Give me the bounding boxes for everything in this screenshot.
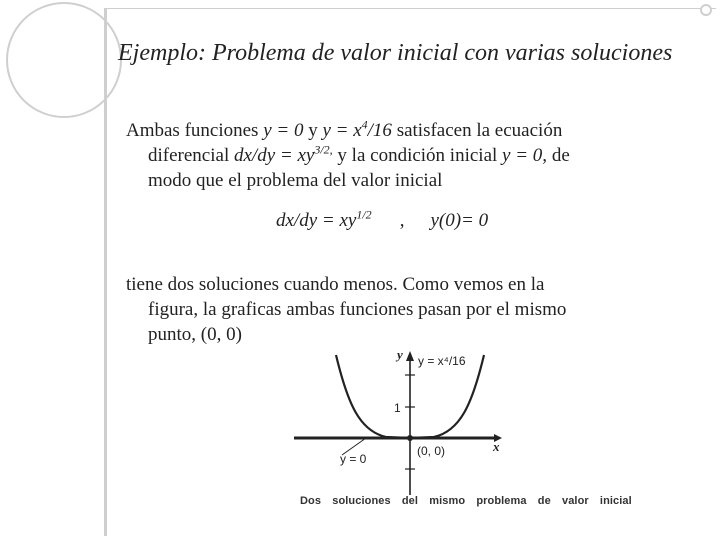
decorative-top-border [104, 8, 716, 9]
paragraph-conclusion [126, 272, 706, 347]
indented-line: punto, (0, 0) [148, 324, 242, 345]
y-axis-label: y [397, 347, 403, 362]
initial-value-problem-equation [276, 207, 489, 232]
equation-rhs: y(0)= 0 [430, 210, 489, 231]
text-run: Ambas funciones [126, 120, 264, 141]
curve-label: y = x⁴/16 [418, 354, 466, 368]
indented-line: figura, la graficas ambas funciones pasan por el mismo [148, 299, 567, 320]
y-axis-arrow [406, 351, 414, 361]
formula-initial-condition: y = 0, [502, 145, 548, 166]
origin-label: (0, 0) [417, 444, 446, 458]
formula-y-x4: $y = x^4/16$ [322, 117, 392, 141]
decorative-corner-dot [700, 4, 712, 16]
figure-caption: Dos soluciones del mismo problema de valor inicial [300, 495, 632, 507]
text-run: satisfacen la ecuación [391, 120, 563, 141]
solutions-graph [290, 345, 630, 520]
tick-label-one: 1 [394, 401, 401, 415]
origin-point [407, 435, 413, 441]
text-line: tiene dos soluciones cuando menos. Como vemos en la [126, 274, 545, 295]
text-run: y [303, 120, 323, 141]
formula-diff-eq: $dx/dy = xy^{3/2,}$ [233, 142, 333, 166]
equation-lhs: $dx/dy = xy^{1/2}$ [276, 207, 372, 231]
paragraph-intro [126, 118, 706, 193]
line-label-y-zero: y = 0 [340, 452, 367, 466]
equation-separator: , [399, 210, 405, 231]
indented-line: diferencial $dx/dy = xy^{3/2,}$ y la condición inicial y = 0, de [148, 142, 570, 166]
x-axis-label: x [493, 439, 500, 454]
indented-line: modo que el problema del valor inicial [148, 170, 443, 191]
formula-y-zero: y = 0 [263, 120, 304, 141]
decorative-side-line [104, 8, 107, 536]
slide-title: Ejemplo: Problema de valor inicial con varias soluciones [118, 40, 673, 66]
